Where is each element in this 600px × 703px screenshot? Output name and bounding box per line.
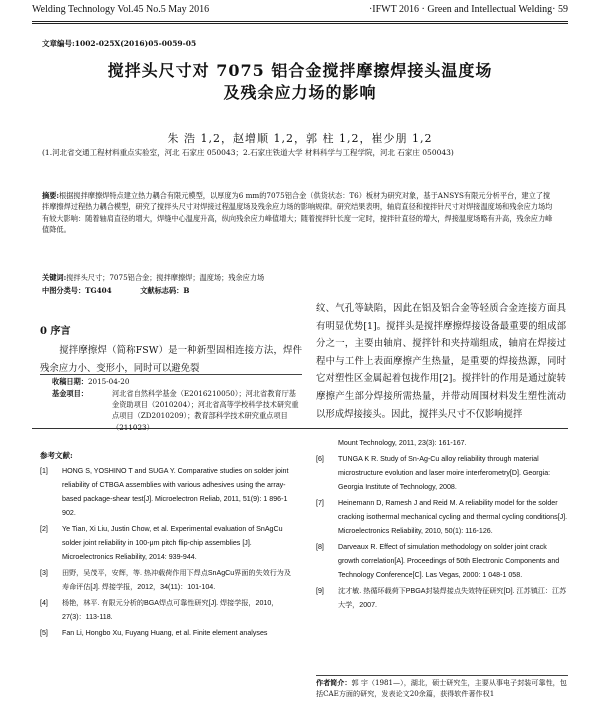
intro-paragraph — [40, 342, 302, 377]
document-code: 文献标志码：B — [140, 286, 190, 295]
abstract-label: 摘要: — [42, 191, 60, 200]
footnote-rule — [40, 374, 302, 375]
fund-project — [52, 388, 302, 433]
title-line-1: 搅拌头尺寸对 7075 铝合金搅拌摩擦焊接头温度场 — [107, 61, 493, 80]
reference-item: [6] TUNGA K R. Study of Sn-Ag-Cu alloy reliability through material microstructure evolution and laser moire interferometry[D]. Georgia: Georgia Institute of Technology, 2008. — [316, 455, 551, 491]
paper-title — [40, 60, 560, 104]
section-heading-preface: 0 序言 — [40, 326, 71, 337]
author-bio-rule — [316, 675, 568, 676]
author-bio-text: 郭 宇（1981—），湖北，硕士研究生，主要从事电子封装可靠性，包括CAE方面的研究，发表论文20余篇，获得软件著作权1 — [316, 678, 567, 698]
keywords — [42, 273, 556, 283]
fund-label: 基金项目： — [52, 389, 88, 398]
title-line-2: 及残余应力场的影响 — [223, 83, 377, 102]
running-header — [32, 4, 568, 18]
abstract — [42, 190, 556, 236]
reference-item: [1] HONG S, YOSHINO T and SUGA Y. Comparative studies on solder joint reliability of CTBGA assemblies with various adhesives using the array-based package-shear test[J]. Microelectron Reliab, 2011, 51(9): 1 896-1 902. — [40, 467, 289, 517]
article-number: 文章编号:1002-025X(2016)05-0059-05 — [42, 39, 197, 48]
received-value: 2015-04-20 — [87, 377, 130, 386]
header-left: Welding Technology Vol.45 No.5 May 2016 — [32, 4, 210, 15]
header-rule-thin — [32, 23, 568, 24]
references-right — [316, 436, 568, 614]
reference-item: [8] Darveaux R. Effect of simulation methodology on solder joint crack growth correlation[A]. Proceedings of 50th Electronic Components and Technology Conference[C]. Las Vegas, 2000: 1 048-1 058. — [316, 543, 560, 579]
right-column-paragraph: 纹、气孔等缺陷，因此在铝及铝合金等轻质合金连接方面具有明显优势[1]。搅拌头是搅拌摩擦焊接设备最重要的组成部分之一，主要由轴肩、搅拌针和夹持端组成，轴肩在焊接过程中与工件上表面摩擦产生热量，是重要的焊接热源，同时它对塑性区金属起着包拢作用[2]。搅拌针的作用是通过旋转摩擦产生部分焊接所需热量，并带动周围材料发生塑性流动以形成焊接接头。因此，搅拌头尺寸不仅影响搅拌 — [316, 303, 566, 420]
abstract-text: 根据搅拌摩擦焊特点建立热力耦合有限元模型，以厚度为6 mm的7075铝合金（供货状态：T6）板材为研究对象，基于ANSYS有限元分析平台，建立了搅拌摩擦焊过程热力耦合模型，研究了搅拌头尺寸对焊接过程温度场及残余应力场的影响规律。研究结果表明，轴肩直径和搅拌针尺寸对焊接温度场和残余应力场均有较大影响：随着轴肩直径的增大，焊缝中心温度升高，纵向残余应力峰值增大；随着搅拌针长度一定时，搅拌针直径的增大，焊接温度场略有升高，残余应力峰值降低。 — [42, 191, 553, 235]
references-title: 参考文献: — [40, 451, 73, 460]
header-rule — [32, 21, 568, 22]
affiliation: (1.河北省交通工程材料重点实验室，河北 石家庄 050043；2.石家庄铁道大学 材料科学与工程学院，河北 石家庄 050043) — [42, 148, 454, 157]
fund-text: 河北省自然科学基金（E2016210050）；河北省教育厅基金资助项目（2010204）；河北省高等学校科学技术研究重点项目（ZD2010209）；教育部科学技术研究重点项目（211023） — [112, 389, 299, 432]
keywords-label: 关键词: — [42, 273, 67, 282]
reference-item: [9] 沈才敏. 热循环载荷下PBGA封装焊接点失效特征研究[D]. 江苏镇江：江苏大学，2007. — [316, 587, 567, 609]
reference-item: [7] Heinemann D, Ramesh J and Reid M. A reliability model for the solder cracking isothermal mechanical cycling and thermal cycling conditions[J]. Microelectronics Reliability, 2010, 50(1): 116-126. — [316, 499, 568, 535]
reference-item: Mount Technology, 2011, 23(3): 161-167. — [338, 439, 467, 447]
intro-text: 搅拌摩擦焊（简称FSW）是一种新型固相连接方法，焊件残余应力小、变形小，同时可以避免裂 — [40, 345, 302, 374]
reference-item: [3] 田野，吴茂平，安辉，等. 热冲载荷作用下焊点SnAgCu界面的失效行为及寿命评估[J]. 焊接学报，2012，34(11)：101-104. — [40, 569, 291, 591]
received-label: 收稿日期： — [52, 377, 88, 386]
reference-item: [5] Fan Li, Hongbo Xu, Fuyang Huang, et al. Finite element analyses — [40, 629, 268, 637]
reference-item: [2] Ye Tian, Xi Liu, Justin Chow, et al. Experimental evaluation of SnAgCu solder joint reliability in 100-μm pitch flip-chip assemblies [J]. Microelectronics Reliability, 2014: 939-944. — [40, 525, 283, 561]
author-list: 朱 浩 1,2，赵增顺 1,2，郭 柱 1,2，崔少朋 1,2 — [167, 132, 433, 145]
class-number: 中图分类号：TG404 — [42, 286, 112, 295]
header-right: ·IFWT 2016 · Green and Intellectual Welding· 59 — [368, 4, 568, 15]
reference-item: [4] 杨艳，林平. 有限元分析的BGA焊点可靠性研究[J]. 焊接学报，2010，27(3)：113-118. — [40, 599, 279, 621]
received-date — [52, 376, 129, 387]
author-bio — [316, 677, 568, 699]
references-divider — [32, 428, 568, 429]
author-bio-label: 作者简介： — [316, 678, 352, 687]
classification — [42, 286, 189, 296]
references-left — [40, 464, 298, 642]
keywords-text: 搅拌头尺寸；7075铝合金；搅拌摩擦焊；温度场；残余应力场 — [66, 273, 265, 282]
